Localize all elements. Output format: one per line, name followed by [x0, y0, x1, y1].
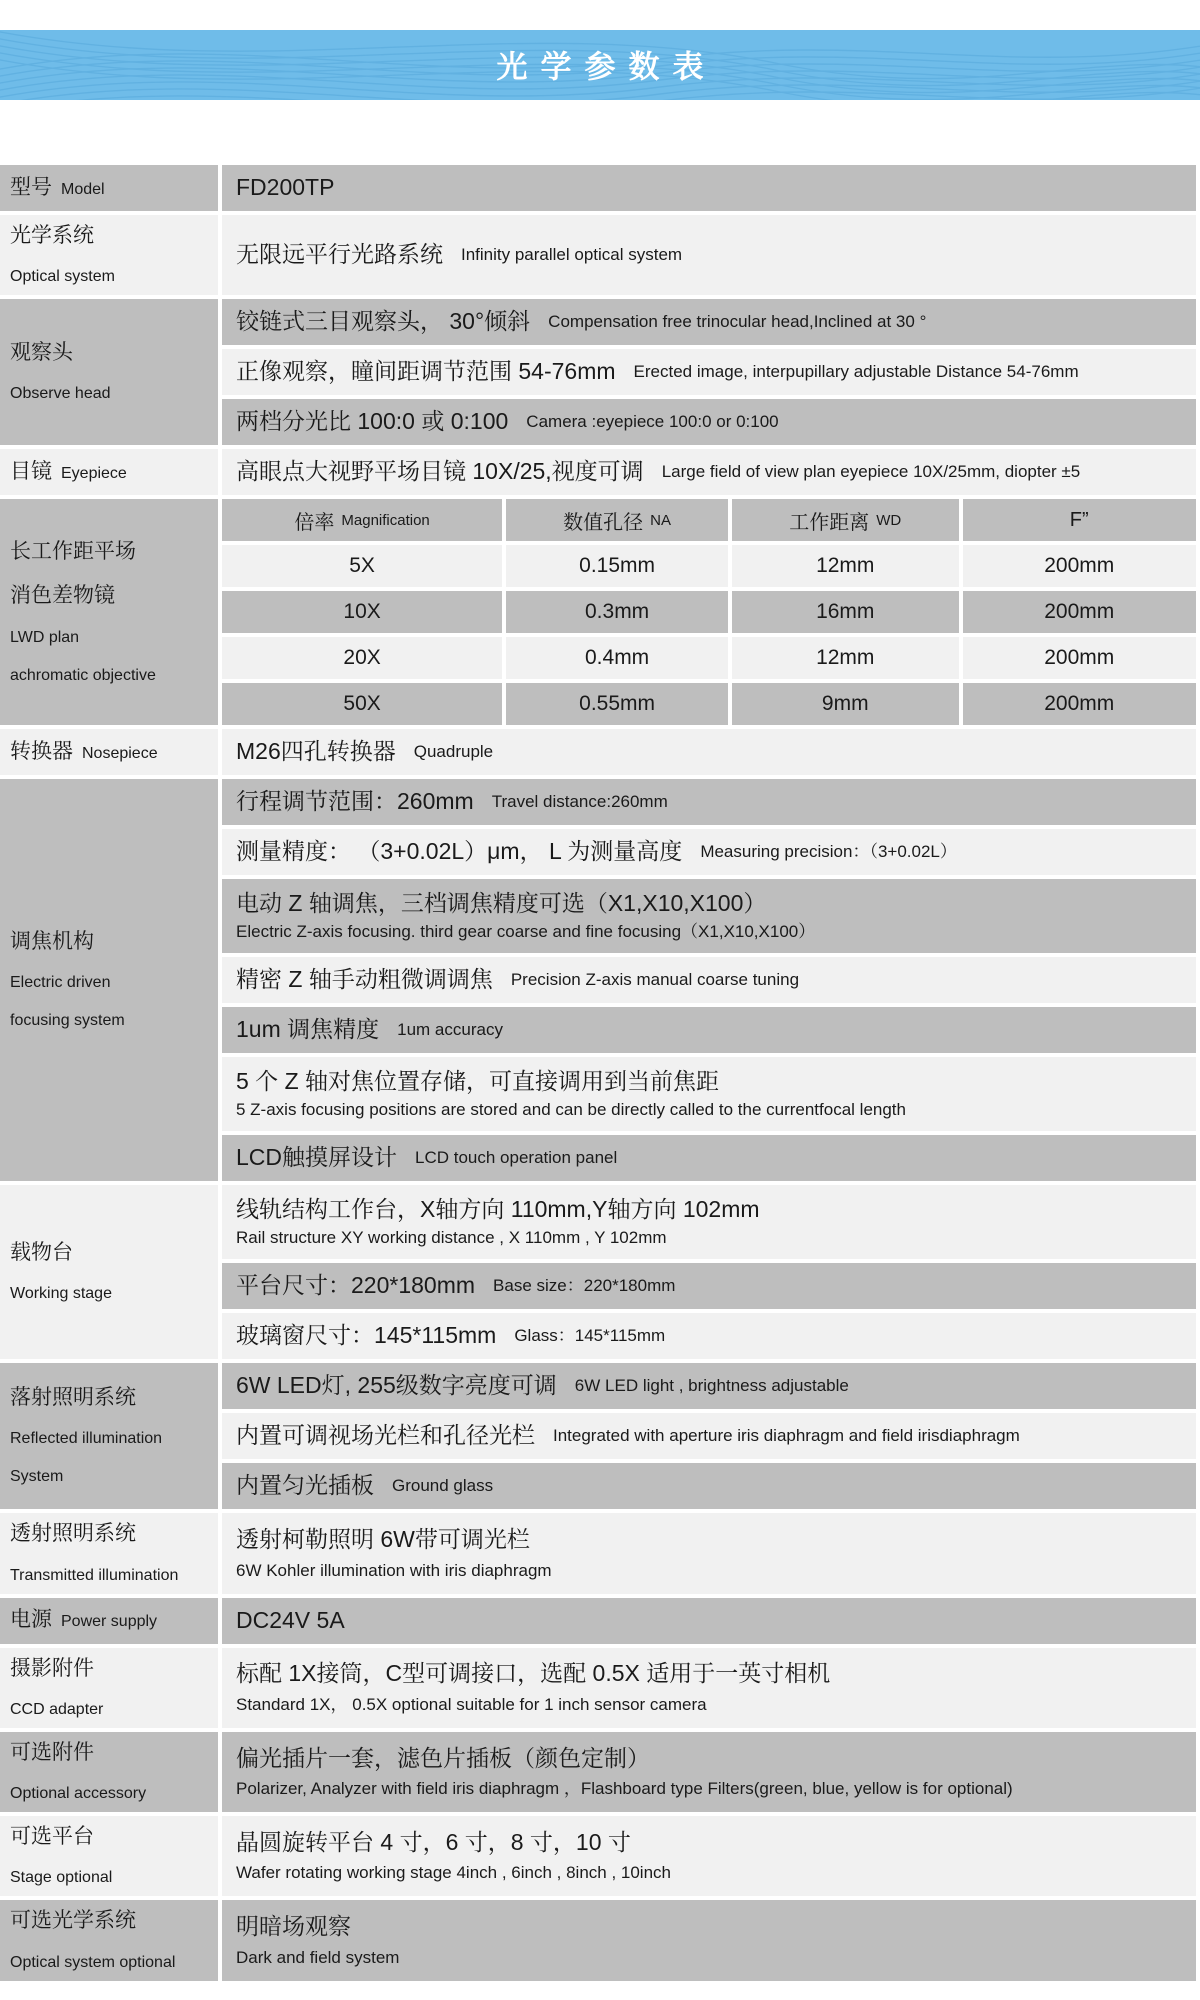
- row-text-zh: 电动 Z 轴调焦，三档调焦精度可选（X1,X10,X100）: [236, 889, 767, 916]
- row-text-en: Base size：220*180mm: [493, 1276, 676, 1296]
- row-text-en: Camera :eyepiece 100:0 or 0:100: [526, 412, 779, 432]
- row-text-en: Quadruple: [413, 742, 494, 762]
- row-text-zh: 高眼点大视野平场目镜 10X/25,视度可调: [236, 458, 644, 485]
- row-text-en: Measuring precision：（3+0.02L）: [700, 842, 957, 862]
- spec-row: [222, 449, 1196, 495]
- subtable-row: [222, 545, 1196, 587]
- group-label: [0, 1732, 218, 1812]
- spec-group: [0, 1185, 1196, 1359]
- spec-group: [0, 729, 1196, 775]
- spec-row: [222, 215, 1196, 295]
- spec-row: [222, 1900, 1196, 1980]
- row-text-zh: 5 个 Z 轴对焦位置存储，可直接调用到当前焦距: [236, 1067, 720, 1094]
- group-label-zh: 透射照明系统: [10, 1522, 136, 1546]
- row-text-en: 5 Z-axis focusing positions are stored and can be directly called to the currentfocal length: [236, 1100, 906, 1120]
- spec-group: [0, 1513, 1196, 1593]
- subtable-value: 5X: [349, 554, 375, 578]
- subtable-value: 0.3mm: [585, 600, 650, 624]
- row-text-en: LCD touch operation panel: [415, 1148, 618, 1168]
- row-text-zh: FD200TP: [236, 174, 335, 201]
- spec-row: [222, 1413, 1196, 1459]
- group-rows: [222, 1648, 1196, 1728]
- group-label-en: Optical system: [10, 268, 115, 286]
- spec-row: [222, 1313, 1196, 1359]
- row-text-zh: 测量精度： （3+0.02L）μm， L 为测量高度: [236, 838, 683, 865]
- row-text-zh: 内置匀光插板: [236, 1472, 374, 1499]
- spec-group: [0, 1732, 1196, 1812]
- row-text-en: Compensation free trinocular head,Inclined at 30 °: [548, 312, 927, 332]
- group-label-zh: 载物台: [10, 1241, 73, 1265]
- group-label-en: Power supply: [61, 1613, 158, 1631]
- row-text-zh: 两档分光比 100:0 或 0:100: [236, 408, 509, 435]
- subtable-value: 0.55mm: [579, 692, 656, 716]
- spec-row: [222, 1007, 1196, 1053]
- subtable-header-cell: [222, 499, 502, 541]
- spec-row: [222, 1057, 1196, 1131]
- spec-row: [222, 1816, 1196, 1896]
- group-label: [0, 779, 218, 1181]
- spec-row: [222, 1363, 1196, 1409]
- subtable-header-zh: 工作距离: [789, 511, 870, 534]
- group-rows: [222, 215, 1196, 295]
- subtable-cell: [732, 545, 958, 587]
- row-text-en: Erected image, interpupillary adjustable Distance 54-76mm: [633, 362, 1079, 382]
- subtable-value: 12mm: [816, 554, 875, 578]
- spec-row: [222, 879, 1196, 953]
- spec-row: [222, 1648, 1196, 1728]
- subtable-cell: [963, 545, 1197, 587]
- row-text-zh: DC24V 5A: [236, 1606, 345, 1633]
- spec-row: [222, 1185, 1196, 1259]
- row-text-zh: 玻璃窗尺寸：145*115mm: [236, 1322, 497, 1349]
- subtable-cell: [222, 637, 502, 679]
- subtable-value: 9mm: [821, 692, 869, 716]
- group-label-en: Optional accessory: [10, 1785, 147, 1802]
- group-label-en: Model: [61, 180, 105, 198]
- group-label-zh: 转换器: [10, 740, 73, 764]
- group-label-en: Optical system optional: [10, 1953, 176, 1971]
- group-rows: [222, 1513, 1196, 1593]
- row-text-zh: 偏光插片一套，滤色片插板（颜色定制）: [236, 1744, 650, 1771]
- group-label: [0, 449, 218, 495]
- subtable-value: 200mm: [1044, 646, 1115, 670]
- group-label: [0, 1363, 218, 1509]
- subtable-header-en: WD: [876, 511, 902, 529]
- group-rows: [222, 729, 1196, 775]
- spec-group: [0, 1648, 1196, 1728]
- group-label-zh: 摄影附件: [10, 1656, 94, 1680]
- subtable-value: 0.4mm: [585, 646, 650, 670]
- group-label-zh: 可选平台: [10, 1825, 94, 1848]
- subtable-cell: [732, 683, 958, 725]
- row-text-en: Ground glass: [392, 1476, 494, 1496]
- group-label-zh: 电源: [10, 1608, 52, 1632]
- group-label: [0, 299, 218, 445]
- subtable-cell: [506, 591, 728, 633]
- row-text-zh: 平台尺寸：220*180mm: [236, 1272, 476, 1299]
- subtable-cell: [222, 545, 502, 587]
- row-text-en: 6W Kohler illumination with iris diaphragm: [236, 1560, 552, 1580]
- group-label-line: [10, 459, 212, 485]
- spec-row: [222, 1135, 1196, 1181]
- group-label-line: [10, 175, 212, 201]
- spec-row: [222, 779, 1196, 825]
- subtable-value: 200mm: [1044, 692, 1115, 716]
- group-label-zh: 消色差物镜: [10, 584, 115, 608]
- group-label-zh: 可选光学系统: [10, 1909, 136, 1933]
- subtable-row: [222, 683, 1196, 725]
- group-label-en: LWD plan: [10, 628, 80, 646]
- spec-group: [0, 165, 1196, 211]
- group-label: [0, 215, 218, 295]
- row-text-en: Integrated with aperture iris diaphragm and field irisdiaphragm: [553, 1426, 1020, 1446]
- subtable-header-zh: 倍率: [294, 511, 335, 534]
- group-label: [0, 1816, 218, 1896]
- spec-group: [0, 215, 1196, 295]
- spec-group: [0, 449, 1196, 495]
- objective-subtable: [222, 499, 1196, 725]
- subtable-cell: [963, 637, 1197, 679]
- row-text-zh: 6W LED灯, 255级数字亮度可调: [236, 1372, 557, 1399]
- subtable-value: 200mm: [1044, 600, 1115, 624]
- group-label-zh: 目镜: [10, 460, 52, 484]
- group-label: [0, 1900, 218, 1980]
- row-text-en: Precision Z-axis manual coarse tuning: [510, 970, 800, 990]
- subtable-cell: [506, 545, 728, 587]
- subtable-cell: [506, 683, 728, 725]
- spec-row: [222, 399, 1196, 445]
- page-title: 光学参数表: [496, 49, 717, 85]
- row-text-en: Glass：145*115mm: [514, 1326, 666, 1346]
- row-text-zh: 内置可调视场光栏和孔径光栏: [236, 1422, 535, 1449]
- group-label-zh: 可选附件: [10, 1740, 94, 1764]
- group-rows: [222, 1598, 1196, 1644]
- spec-group: [0, 499, 1196, 725]
- subtable-header-row: [222, 499, 1196, 541]
- subtable-cell: [506, 637, 728, 679]
- spec-row: [222, 165, 1196, 211]
- group-label-line: [10, 739, 212, 765]
- group-rows: [222, 299, 1196, 445]
- row-text-en: Large field of view plan eyepiece 10X/25mm, diopter ±5: [661, 462, 1081, 482]
- group-rows: [222, 1185, 1196, 1359]
- group-rows: [222, 449, 1196, 495]
- row-text-en: Infinity parallel optical system: [461, 245, 683, 265]
- row-text-zh: 明暗场观察: [236, 1913, 351, 1939]
- row-text-zh: 透射柯勒照明 6W带可调光栏: [236, 1526, 530, 1552]
- subtable-value: 200mm: [1044, 554, 1115, 578]
- spec-row: [222, 957, 1196, 1003]
- row-text-zh: 行程调节范围：260mm: [236, 788, 474, 815]
- row-text-zh: 1um 调焦精度: [236, 1016, 380, 1043]
- group-rows: [222, 1732, 1196, 1812]
- subtable-value: 0.15mm: [579, 554, 656, 578]
- group-label-zh: 长工作距平场: [10, 540, 136, 563]
- spec-row: [222, 1598, 1196, 1644]
- group-label: [0, 499, 218, 725]
- row-text-en: 6W LED light , brightness adjustable: [574, 1376, 849, 1396]
- subtable-cell: [963, 683, 1197, 725]
- group-label-zh: 光学系统: [10, 224, 94, 247]
- spec-group: [0, 1816, 1196, 1896]
- subtable-header-cell: [963, 499, 1197, 541]
- subtable-cell: [963, 591, 1197, 633]
- group-label-en: Working stage: [10, 1285, 112, 1303]
- page-banner: [0, 30, 1200, 100]
- row-text-zh: M26四孔转换器: [236, 738, 396, 765]
- spec-row: [222, 1513, 1196, 1593]
- subtable-cell: [732, 591, 958, 633]
- row-text-en: Polarizer, Analyzer with field iris diaphragm ，Flashboard type Filters(green, blue, yellow is for optional): [236, 1779, 1013, 1799]
- spec-row: [222, 299, 1196, 345]
- group-label-en: Electric driven: [10, 974, 111, 992]
- row-text-en: Dark and field system: [236, 1947, 400, 1967]
- group-label-line: [10, 1607, 212, 1633]
- subtable-header-zh: F”: [1069, 508, 1089, 531]
- subtable-header-en: Magnification: [341, 511, 430, 529]
- spec-table: [0, 165, 1196, 1981]
- group-label: [0, 1513, 218, 1593]
- subtable-value: 10X: [343, 600, 381, 624]
- row-text-zh: 标配 1X接筒，C型可调接口，选配 0.5X 适用于一英寸相机: [236, 1660, 831, 1687]
- group-rows: [222, 779, 1196, 1181]
- row-text-en: Electric Z-axis focusing. third gear coarse and fine focusing（X1,X10,X100）: [236, 922, 816, 942]
- row-text-zh: 铰链式三目观察头， 30°倾斜: [236, 308, 531, 335]
- row-text-en: Travel distance:260mm: [491, 792, 668, 812]
- group-label-zh: 型号: [10, 175, 52, 199]
- row-text-zh: 线轨结构工作台，X轴方向 110mm,Y轴方向 102mm: [236, 1195, 760, 1222]
- subtable-value: 12mm: [816, 646, 875, 670]
- subtable-header-cell: [732, 499, 958, 541]
- subtable-cell: [222, 683, 502, 725]
- group-label: [0, 165, 218, 211]
- subtable-value: 50X: [343, 692, 381, 716]
- spec-group: [0, 1363, 1196, 1509]
- spec-group: [0, 299, 1196, 445]
- spec-row: [222, 729, 1196, 775]
- group-label-zh: 观察头: [10, 341, 73, 365]
- group-label-en: Stage optional: [10, 1869, 113, 1887]
- group-label-en: achromatic objective: [10, 666, 156, 684]
- row-text-en: Wafer rotating working stage 4inch , 6inch , 8inch , 10inch: [236, 1863, 671, 1883]
- group-label-en: focusing system: [10, 1012, 125, 1030]
- row-text-zh: 晶圆旋转平台 4 寸，6 寸，8 寸，10 寸: [236, 1828, 631, 1855]
- group-label: [0, 1185, 218, 1359]
- row-text-zh: 正像观察，瞳间距调节范围 54-76mm: [236, 358, 616, 385]
- subtable-cell: [222, 591, 502, 633]
- group-label-zh: 落射照明系统: [10, 1386, 136, 1410]
- group-label-en: Transmitted illumination: [10, 1566, 179, 1584]
- group-rows: [222, 165, 1196, 211]
- row-text-en: Rail structure XY working distance , X 110mm , Y 102mm: [236, 1228, 667, 1248]
- subtable-row: [222, 591, 1196, 633]
- group-label-en: CCD adapter: [10, 1700, 104, 1718]
- group-rows: [222, 1816, 1196, 1896]
- subtable-value: 16mm: [816, 600, 875, 624]
- group-label-en: Eyepiece: [61, 465, 127, 483]
- spec-row: [222, 1732, 1196, 1812]
- subtable-cell: [732, 637, 958, 679]
- group-label-en: Observe head: [10, 385, 111, 403]
- subtable-header-zh: 数值孔径: [563, 511, 644, 534]
- group-rows: [222, 1363, 1196, 1509]
- group-label-zh: 调焦机构: [10, 930, 94, 954]
- row-text-zh: 无限远平行光路系统: [236, 241, 443, 268]
- spec-row: [222, 1263, 1196, 1309]
- group-label: [0, 729, 218, 775]
- row-text-zh: 精密 Z 轴手动粗微调调焦: [236, 966, 493, 993]
- spec-group: [0, 779, 1196, 1181]
- spec-group: [0, 1900, 1196, 1980]
- group-rows: [222, 1900, 1196, 1980]
- spec-group: [0, 1598, 1196, 1644]
- group-label-en: Reflected illumination: [10, 1430, 163, 1448]
- spec-row: [222, 349, 1196, 395]
- subtable-header-cell: [506, 499, 728, 541]
- row-text-en: 1um accuracy: [397, 1020, 503, 1040]
- group-label-en: Nosepiece: [82, 745, 158, 763]
- row-text-zh: LCD触摸屏设计: [236, 1144, 398, 1171]
- group-label: [0, 1648, 218, 1728]
- group-label-en: System: [10, 1468, 64, 1486]
- row-text-en: Standard 1X， 0.5X optional suitable for 1 inch sensor camera: [236, 1694, 707, 1714]
- spec-row: [222, 1463, 1196, 1509]
- subtable-row: [222, 637, 1196, 679]
- subtable-header-en: NA: [650, 511, 672, 529]
- spec-row: [222, 829, 1196, 875]
- subtable-value: 20X: [343, 646, 381, 670]
- group-label: [0, 1598, 218, 1644]
